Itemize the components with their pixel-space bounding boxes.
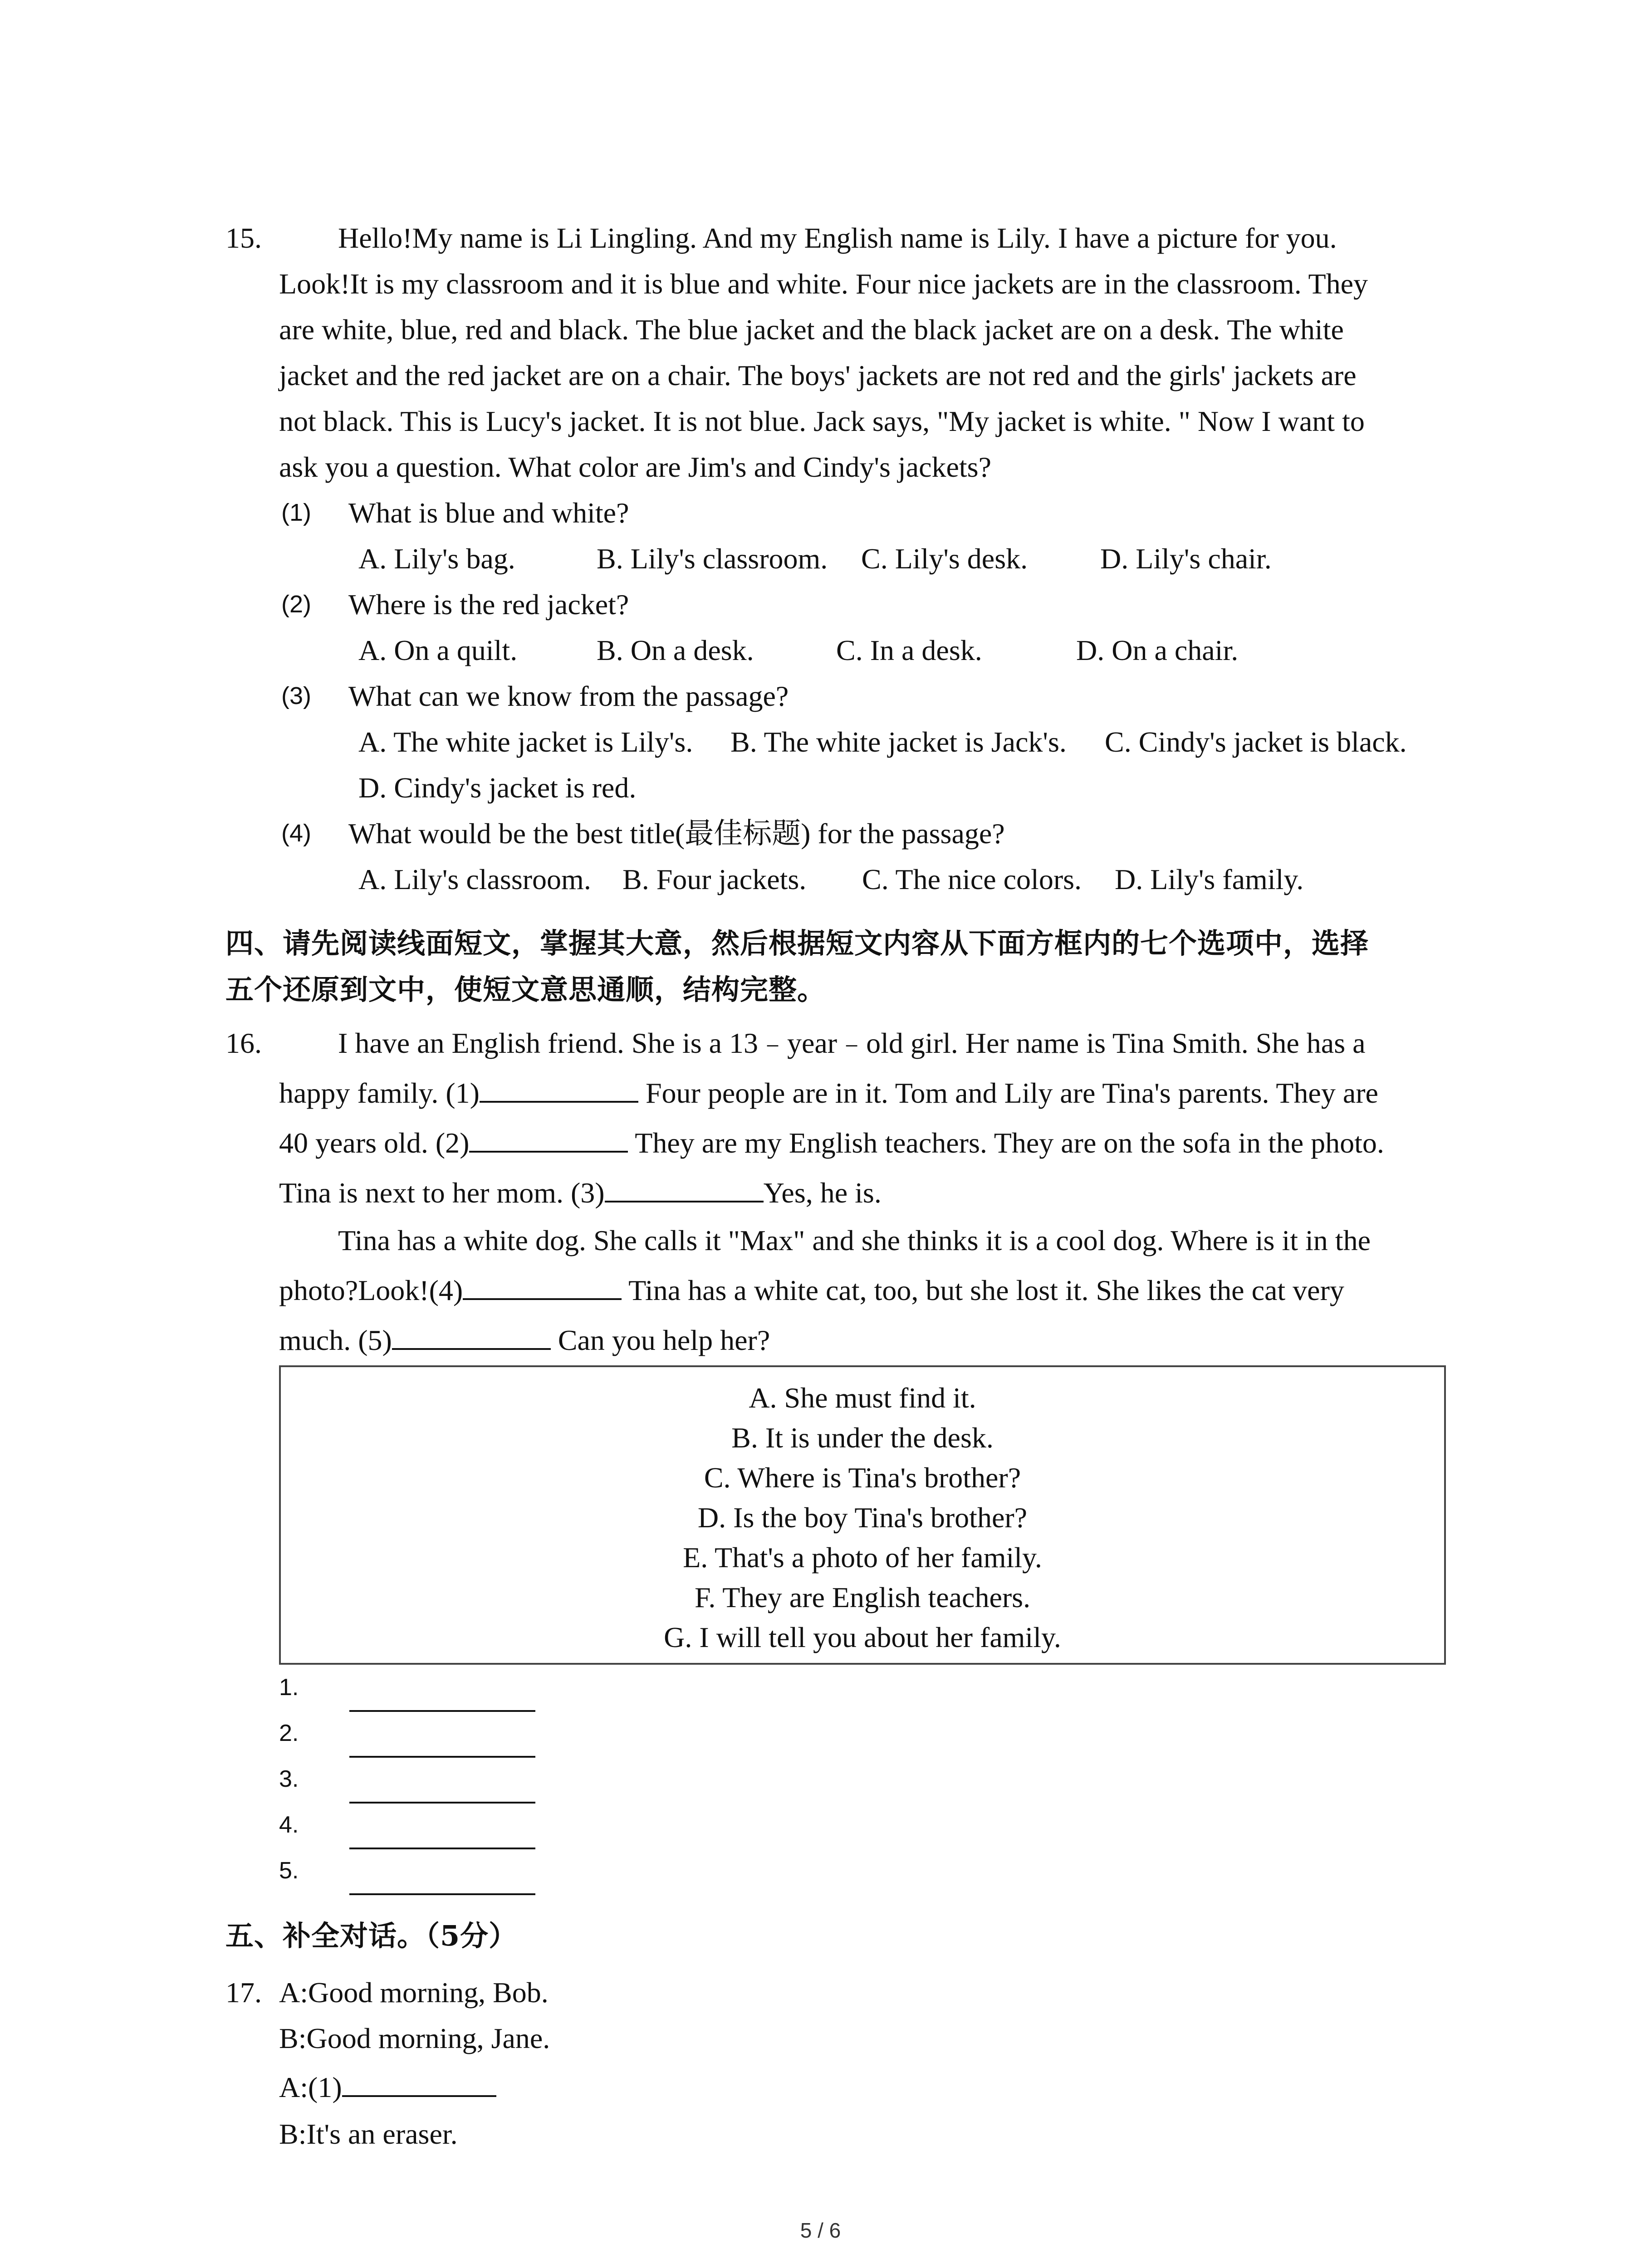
subquestion-number: (3) <box>281 682 311 709</box>
option-c: C. In a desk. <box>836 634 982 666</box>
answer-line-3[interactable] <box>349 1802 535 1804</box>
option-b: B. Four jackets. <box>622 863 807 895</box>
subquestion-text: What would be the best title(最佳标题) for the passage? <box>348 817 1005 850</box>
box-option-e: E. That's a photo of her family. <box>683 1541 1042 1574</box>
answer-number: 1. <box>279 1674 299 1701</box>
question-17-number: 17. <box>225 1976 262 2009</box>
box-option-c: C. Where is Tina's brother? <box>704 1461 1021 1494</box>
option-d: D. Cindy's jacket is red. <box>358 772 637 804</box>
q16-passage-line: much. (5) Can you help her? <box>279 1318 770 1363</box>
answer-number: 3. <box>279 1766 299 1792</box>
box-option-b: B. It is under the desk. <box>731 1422 994 1454</box>
answer-number: 2. <box>279 1720 299 1746</box>
blank-4[interactable] <box>463 1271 622 1300</box>
q15-passage-line: not black. This is Lucy's jacket. It is not blue. Jack says, "My jacket is white. " Now I want to <box>279 405 1365 437</box>
option-b: B. The white jacket is Jack's. <box>730 726 1067 758</box>
blank-1[interactable] <box>480 1073 638 1103</box>
q16-passage-line: photo?Look!(4) Tina has a white cat, too, but she lost it. She likes the cat very <box>279 1268 1344 1313</box>
subquestion-text: What is blue and white? <box>348 497 629 529</box>
q15-passage-line: are white, blue, red and black. The blue jacket and the black jacket are on a desk. The white <box>279 313 1344 346</box>
section-4-heading: 四、请先阅读线面短文，掌握其大意，然后根据短文内容从下面方框内的七个选项中，选择 <box>225 927 1369 960</box>
answer-line-4[interactable] <box>349 1848 535 1849</box>
box-option-a: A. She must find it. <box>749 1382 976 1414</box>
box-option-g: G. I will tell you about her family. <box>664 1621 1061 1653</box>
subquestion-text: Where is the red jacket? <box>348 588 629 621</box>
page-number: 5 / 6 <box>800 2219 841 2242</box>
box-option-d: D. Is the boy Tina's brother? <box>697 1501 1028 1534</box>
q16-passage-line: Tina is next to her mom. (3) Yes, he is. <box>279 1170 882 1216</box>
q16-passage-line: I have an English friend. She is a 13﹣year﹣old girl. Her name is Tina Smith. She has a <box>338 1027 1366 1059</box>
q16-passage-line: Tina has a white dog. She calls it "Max" and she thinks it is a cool dog. Where is it in the <box>338 1224 1371 1256</box>
option-a: A. Lily's classroom. <box>358 863 591 895</box>
subquestion-number: (4) <box>281 820 311 847</box>
question-15-number: 15. <box>225 222 262 254</box>
option-b: B. On a desk. <box>597 634 754 666</box>
q15-passage-line: jacket and the red jacket are on a chair. The boys' jackets are not red and the girls' jackets are <box>279 359 1357 391</box>
options-box <box>279 1365 1446 1665</box>
subquestion-number: (2) <box>281 591 311 618</box>
option-a: A. On a quilt. <box>358 634 518 666</box>
option-d: D. Lily's chair. <box>1100 543 1272 575</box>
box-option-f: F. They are English teachers. <box>694 1581 1031 1613</box>
q16-passage-line: 40 years old. (2) They are my English teachers. They are on the sofa in the photo. <box>279 1120 1384 1166</box>
option-a: A. Lily's bag. <box>358 543 515 575</box>
blank-3[interactable] <box>605 1173 764 1202</box>
q15-passage-line: ask you a question. What color are Jim's and Cindy's jackets? <box>279 451 991 483</box>
blank-5[interactable] <box>392 1320 551 1350</box>
q15-passage-line: Look!It is my classroom and it is blue and white. Four nice jackets are in the classroom. They <box>279 268 1368 300</box>
answer-number: 4. <box>279 1812 299 1838</box>
subquestion-text: What can we know from the passage? <box>348 680 789 712</box>
dialogue-line: B:Good morning, Jane. <box>279 2022 550 2054</box>
q16-passage-line: happy family. (1) Four people are in it. Tom and Lily are Tina's parents. They are <box>279 1070 1378 1116</box>
answer-line-5[interactable] <box>349 1893 535 1895</box>
dialogue-line: B:It's an eraser. <box>279 2118 458 2150</box>
answer-number: 5. <box>279 1857 299 1884</box>
option-b: B. Lily's classroom. <box>597 543 828 575</box>
dialogue-line: A:Good morning, Bob. <box>279 1976 549 2009</box>
option-c: C. The nice colors. <box>862 863 1082 895</box>
blank-2[interactable] <box>469 1123 628 1153</box>
section-4-heading-cont: 五个还原到文中，使短文意思通顺，结构完整。 <box>225 973 826 1006</box>
answer-line-1[interactable] <box>349 1710 535 1712</box>
option-d: D. Lily's family. <box>1115 863 1304 895</box>
subquestion-number: (1) <box>281 499 311 526</box>
option-d: D. On a chair. <box>1076 634 1239 666</box>
question-16-number: 16. <box>225 1027 262 1059</box>
dialogue-line: A:(1) <box>279 2065 496 2110</box>
section-5-heading: 五、补全对话。（5分） <box>225 1919 518 1952</box>
option-c: C. Cindy's jacket is black. <box>1105 726 1407 758</box>
option-c: C. Lily's desk. <box>861 543 1028 575</box>
answer-line-2[interactable] <box>349 1756 535 1758</box>
dialogue-blank-1[interactable] <box>342 2068 496 2097</box>
option-a: A. The white jacket is Lily's. <box>358 726 693 758</box>
q15-passage-line: Hello!My name is Li Lingling. And my English name is Lily. I have a picture for you. <box>338 222 1337 254</box>
